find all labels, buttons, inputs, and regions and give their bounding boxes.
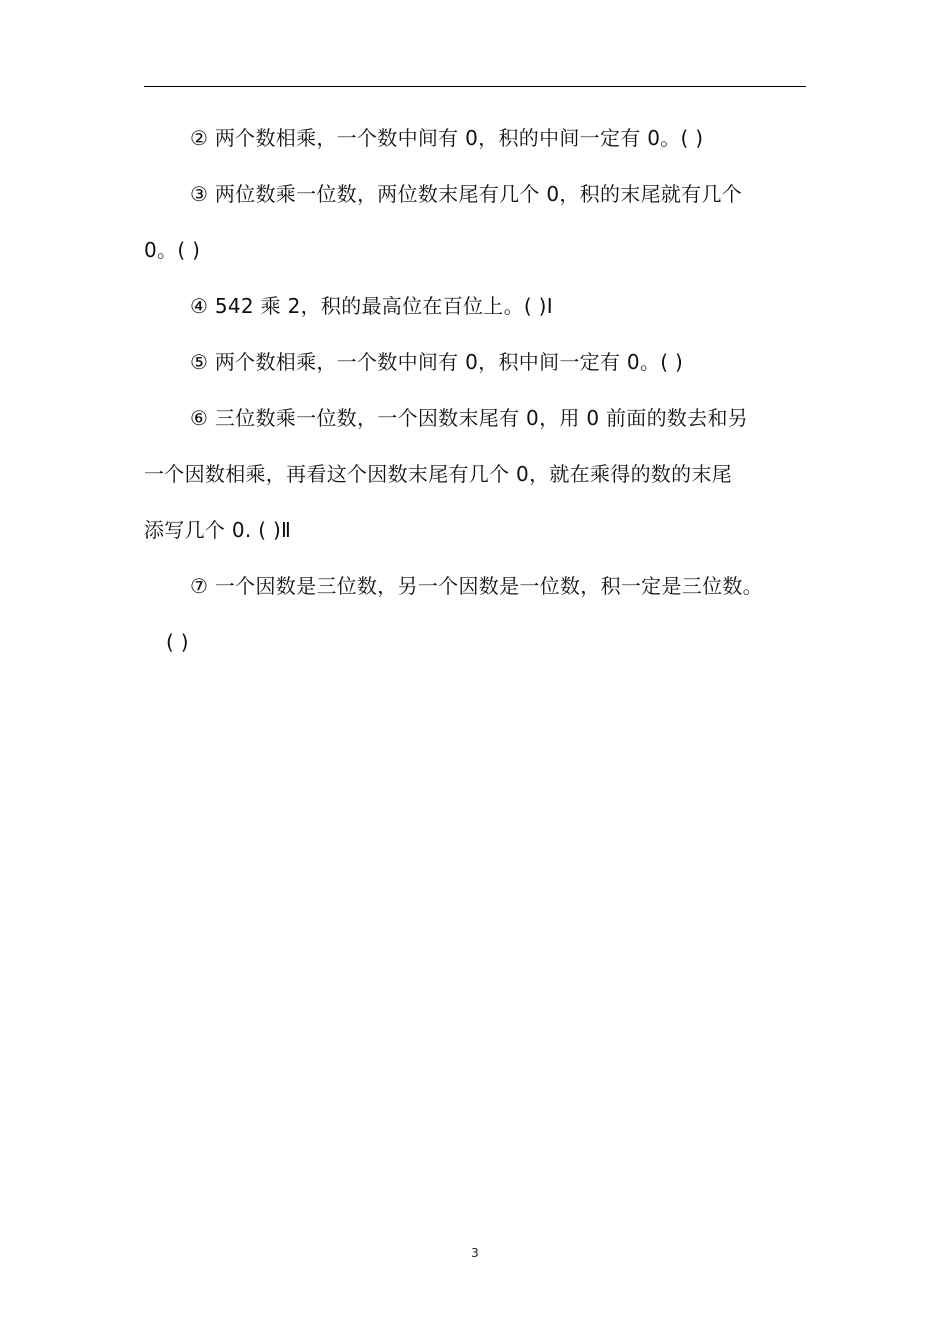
question-list — [144, 110, 808, 670]
question-line: 添写几个 0. ( )Ⅱ — [144, 518, 292, 542]
header-divider — [144, 86, 806, 87]
question-line: ⑥ 三位数乘一位数，一个因数末尾有 0，用 0 前面的数去和另 — [190, 406, 749, 430]
question-item-3 — [144, 166, 808, 278]
question-line: ② 两个数相乘，一个数中间有 0，积的中间一定有 0。( ) — [190, 126, 704, 150]
question-item-2 — [144, 110, 808, 166]
question-item-7 — [144, 558, 808, 670]
question-item-6 — [144, 390, 808, 558]
page-number: 3 — [471, 1246, 479, 1260]
question-line: 0。( ) — [144, 238, 201, 262]
question-line: 一个因数相乘，再看这个因数末尾有几个 0，就在乘得的数的末尾 — [144, 462, 733, 486]
question-item-4 — [144, 278, 808, 334]
question-line: ( ) — [166, 630, 189, 654]
question-line: ⑤ 两个数相乘，一个数中间有 0，积中间一定有 0。( ) — [190, 350, 684, 374]
question-line: ⑦ 一个因数是三位数，另一个因数是一位数，积一定是三位数。 — [190, 574, 763, 598]
question-line: ③ 两位数乘一位数，两位数末尾有几个 0，积的末尾就有几个 — [190, 182, 743, 206]
question-item-5 — [144, 334, 808, 390]
question-line: ④ 542 乘 2，积的最高位在百位上。( )Ⅰ — [190, 294, 553, 318]
